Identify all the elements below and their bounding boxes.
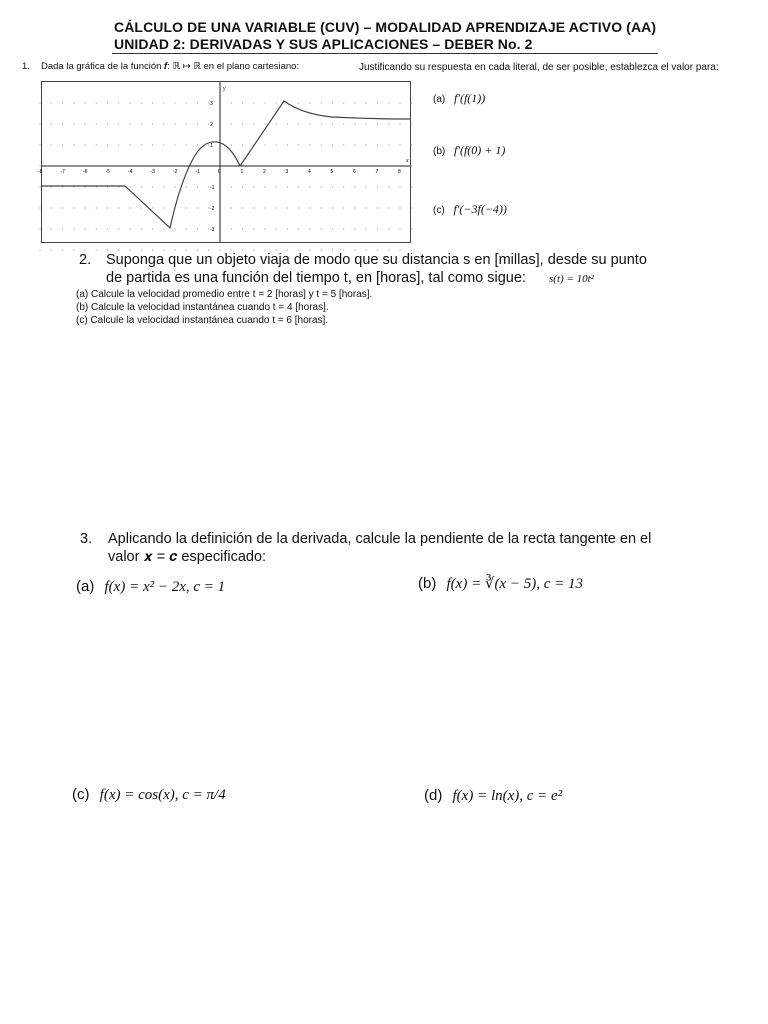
grid-dot — [107, 228, 108, 229]
grid-dot — [276, 186, 277, 187]
grid-dot — [51, 102, 52, 103]
q1-item-b-label: (b) — [433, 146, 446, 157]
grid-dot — [84, 228, 85, 229]
grid-dot — [264, 123, 265, 124]
grid-dot — [152, 144, 153, 145]
grid-dot — [197, 102, 198, 103]
grid-dot — [152, 123, 153, 124]
y-tick-label: 3 — [210, 101, 213, 107]
q3-item-d-label: (d) — [424, 787, 443, 804]
grid-dot — [62, 102, 63, 103]
grid-dot — [332, 249, 333, 250]
x-tick-label: 2 — [263, 169, 266, 175]
q3-line2: valor 𝒙 = 𝒄 especificado: — [108, 549, 267, 565]
x-tick-label: -7 — [60, 169, 65, 175]
grid-dot — [377, 123, 378, 124]
grid-dot — [287, 249, 288, 250]
grid-dot — [253, 186, 254, 187]
grid-dot — [51, 207, 52, 208]
grid-dot — [231, 207, 232, 208]
grid-dot — [62, 249, 63, 250]
x-tick-label: -3 — [150, 169, 155, 175]
grid-dot — [197, 144, 198, 145]
grid-dot — [96, 249, 97, 250]
grid-dot — [366, 186, 367, 187]
grid-dot — [84, 123, 85, 124]
grid-dot — [39, 249, 40, 250]
grid-dot — [377, 228, 378, 229]
grid-dot — [264, 144, 265, 145]
grid-dot — [186, 123, 187, 124]
x-tick-label: -2 — [173, 169, 178, 175]
x-tick-label: 8 — [398, 169, 401, 175]
grid-dot — [411, 165, 412, 166]
grid-dot — [264, 102, 265, 103]
grid-dot — [129, 207, 130, 208]
q3-number: 3. — [80, 531, 93, 547]
grid-dot — [309, 144, 310, 145]
grid-dot — [242, 186, 243, 187]
grid-dot — [399, 207, 400, 208]
grid-dot — [388, 228, 389, 229]
grid-dot — [354, 228, 355, 229]
q1-item-a — [433, 91, 485, 106]
grid-dot — [163, 207, 164, 208]
grid-dot — [96, 123, 97, 124]
grid-dot — [62, 228, 63, 229]
grid-dot — [141, 102, 142, 103]
grid-dot — [298, 228, 299, 229]
grid-dot — [332, 207, 333, 208]
grid-dot — [84, 102, 85, 103]
grid-dot — [399, 123, 400, 124]
q2-formula: s(t) = 10t² — [549, 273, 594, 285]
q3-item-d-expr: f(x) = ln(x), c = e² — [452, 788, 563, 804]
x-tick-label: -4 — [128, 169, 133, 175]
grid-dot — [366, 102, 367, 103]
grid-dot — [242, 249, 243, 250]
grid-dot — [96, 144, 97, 145]
q3-item-a — [76, 578, 225, 596]
grid-dot — [73, 207, 74, 208]
grid-dot — [231, 102, 232, 103]
grid-dot — [163, 228, 164, 229]
grid-dot — [321, 249, 322, 250]
grid-dot — [129, 102, 130, 103]
x-tick-label: -1 — [195, 169, 200, 175]
q1-prompt: Dada la gráfica de la función 𝒇: ℝ ↦ ℝ en el plano cartesiano: — [41, 61, 300, 72]
grid-dot — [62, 123, 63, 124]
grid-dot — [377, 144, 378, 145]
grid-dot — [411, 144, 412, 145]
q1-item-c-expr: f′(−3f(−4)) — [453, 202, 507, 216]
q3-item-b-expr: f(x) = ∛(x − 5), c = 13 — [446, 576, 584, 592]
function-graph — [38, 81, 411, 243]
q2-line2: de partida es una función del tiempo t, en [horas], tal como sigue: — [106, 270, 526, 286]
grid-dot — [242, 102, 243, 103]
grid-dot — [73, 123, 74, 124]
grid-dot — [377, 249, 378, 250]
grid-dot — [264, 186, 265, 187]
grid-dot — [118, 123, 119, 124]
y-tick-label: 2 — [210, 122, 213, 128]
grid-dot — [152, 186, 153, 187]
y-tick-label: -3 — [210, 227, 215, 233]
grid-dot — [39, 207, 40, 208]
q3-item-c-expr: f(x) = cos(x), c = π/4 — [99, 787, 226, 803]
grid-dot — [141, 186, 142, 187]
grid-dot — [321, 123, 322, 124]
grid-dot — [96, 207, 97, 208]
grid-dot — [129, 186, 130, 187]
x-tick-label: 3 — [285, 169, 289, 175]
q3-item-d — [424, 787, 562, 805]
grid-dot — [163, 144, 164, 145]
x-tick-label: 7 — [375, 169, 379, 175]
grid-dot — [208, 249, 209, 250]
grid-dot — [39, 165, 40, 166]
grid-dot — [377, 207, 378, 208]
grid-dot — [377, 102, 378, 103]
grid-dot — [411, 123, 412, 124]
function-curve — [42, 101, 410, 228]
q3-item-b-label: (b) — [418, 575, 437, 592]
grid-dot — [411, 207, 412, 208]
grid-dot — [411, 186, 412, 187]
grid-dot — [84, 144, 85, 145]
grid-dot — [343, 144, 344, 145]
grid-dot — [411, 102, 412, 103]
grid-dot — [39, 123, 40, 124]
grid-dot — [399, 249, 400, 250]
grid-dot — [253, 249, 254, 250]
grid-dot — [62, 144, 63, 145]
grid-dot — [276, 144, 277, 145]
x-tick-label: 5 — [330, 169, 334, 175]
x-tick-label: 4 — [308, 169, 311, 175]
grid-dot — [298, 123, 299, 124]
grid-dot — [141, 207, 142, 208]
grid-dot — [287, 186, 288, 187]
grid-dot — [197, 186, 198, 187]
grid-dot — [152, 207, 153, 208]
grid-dot — [366, 249, 367, 250]
grid-dot — [118, 228, 119, 229]
grid-dot — [354, 144, 355, 145]
q3-item-a-expr: f(x) = x² − 2x, c = 1 — [104, 579, 226, 595]
grid-dot — [276, 228, 277, 229]
grid-dot — [118, 144, 119, 145]
grid-dot — [276, 249, 277, 250]
grid-dot — [253, 228, 254, 229]
q1-item-c-label: (c) — [433, 205, 445, 216]
grid-dot — [366, 123, 367, 124]
grid-dot — [377, 186, 378, 187]
header-rule — [112, 53, 658, 54]
grid-dot — [276, 102, 277, 103]
grid-dot — [62, 207, 63, 208]
grid-dot — [321, 207, 322, 208]
grid-dot — [287, 207, 288, 208]
grid-dot — [107, 102, 108, 103]
grid-dot — [309, 228, 310, 229]
grid-dot — [354, 249, 355, 250]
grid-dot — [298, 207, 299, 208]
grid-dot — [388, 186, 389, 187]
grid-dot — [287, 228, 288, 229]
y-tick-label: -2 — [210, 206, 215, 212]
grid-dot — [354, 123, 355, 124]
grid-dot — [186, 228, 187, 229]
grid-dot — [366, 228, 367, 229]
grid-dot — [174, 144, 175, 145]
grid-dot — [343, 249, 344, 250]
grid-dot — [141, 228, 142, 229]
y-tick-label: -1 — [210, 185, 215, 191]
grid-dot — [231, 144, 232, 145]
q3-item-c-label: (c) — [72, 786, 90, 803]
q3-item-b — [418, 574, 583, 593]
q1-item-b-expr: f′(f(0) + 1) — [454, 143, 506, 157]
grid-dot — [186, 249, 187, 250]
grid-dot — [73, 102, 74, 103]
q2-item-c: (c) Calcule la velocidad instantánea cuando t = 6 [horas]. — [76, 315, 329, 326]
q2-line1: Suponga que un objeto viaja de modo que su distancia s en [millas], desde su punto — [106, 252, 647, 268]
grid-dot — [118, 207, 119, 208]
grid-dot — [231, 123, 232, 124]
x-tick-label: -5 — [105, 169, 110, 175]
grid-dot — [343, 102, 344, 103]
q3-line1: Aplicando la definición de la derivada, calcule la pendiente de la recta tangente en el — [108, 531, 652, 547]
grid-dot — [332, 144, 333, 145]
y-axis-label: y — [223, 86, 226, 92]
grid-dot — [107, 123, 108, 124]
grid-dot — [186, 102, 187, 103]
grid-dot — [39, 102, 40, 103]
grid-dot — [39, 228, 40, 229]
q2-number: 2. — [79, 252, 92, 268]
grid-dot — [107, 249, 108, 250]
grid-dot — [309, 249, 310, 250]
grid-dot — [321, 186, 322, 187]
grid-dot — [332, 102, 333, 103]
grid-dot — [399, 228, 400, 229]
grid-dot — [298, 186, 299, 187]
q1-item-c — [433, 202, 507, 217]
q2-item-a: (a) Calcule la velocidad promedio entre t = 2 [horas] y t = 5 [horas]. — [76, 289, 373, 300]
x-axis-label: x — [406, 158, 409, 164]
grid-dot — [51, 249, 52, 250]
q1-item-b — [433, 143, 505, 158]
grid-dot — [343, 207, 344, 208]
x-tick-label: -8 — [38, 169, 43, 175]
grid-dot — [174, 186, 175, 187]
grid-dot — [298, 249, 299, 250]
grid-dot — [276, 123, 277, 124]
grid-dot — [39, 144, 40, 145]
grid-dot — [309, 123, 310, 124]
grid-dot — [84, 207, 85, 208]
grid-dot — [118, 102, 119, 103]
grid-dot — [129, 123, 130, 124]
grid-dot — [388, 249, 389, 250]
grid-dot — [253, 207, 254, 208]
grid-dot — [73, 249, 74, 250]
grid-dot — [276, 207, 277, 208]
grid-dot — [332, 228, 333, 229]
grid-dot — [321, 144, 322, 145]
grid-dot — [51, 123, 52, 124]
grid-dot — [411, 249, 412, 250]
graph-canvas — [38, 82, 410, 242]
q1-item-a-label: (a) — [433, 94, 446, 105]
grid-dot — [186, 144, 187, 145]
grid-dot — [174, 102, 175, 103]
grid-dots — [39, 102, 411, 250]
grid-dot — [141, 123, 142, 124]
grid-dot — [96, 102, 97, 103]
x-tick-label: 1 — [240, 169, 244, 175]
grid-dot — [141, 144, 142, 145]
grid-dot — [242, 207, 243, 208]
grid-dot — [264, 249, 265, 250]
grid-dot — [343, 186, 344, 187]
grid-dot — [163, 249, 164, 250]
grid-dot — [321, 102, 322, 103]
grid-dot — [73, 144, 74, 145]
grid-dot — [141, 249, 142, 250]
grid-dot — [129, 249, 130, 250]
grid-dot — [163, 102, 164, 103]
grid-dot — [332, 186, 333, 187]
grid-dot — [354, 207, 355, 208]
grid-dot — [298, 102, 299, 103]
y-tick-label: 1 — [210, 143, 213, 149]
x-tick-labels — [38, 169, 401, 175]
grid-dot — [298, 144, 299, 145]
grid-dot — [287, 123, 288, 124]
grid-dot — [264, 228, 265, 229]
grid-dot — [253, 123, 254, 124]
grid-dot — [309, 207, 310, 208]
grid-dot — [163, 186, 164, 187]
header-subtitle: UNIDAD 2: DERIVADAS Y SUS APLICACIONES – DEBER No. 2 — [114, 36, 533, 52]
grid-dot — [321, 228, 322, 229]
grid-dot — [287, 144, 288, 145]
grid-dot — [152, 249, 153, 250]
grid-dot — [107, 207, 108, 208]
grid-dot — [399, 102, 400, 103]
grid-dot — [129, 144, 130, 145]
grid-dot — [39, 186, 40, 187]
grid-dot — [411, 228, 412, 229]
y-tick-labels — [210, 101, 215, 233]
grid-dot — [388, 207, 389, 208]
grid-dot — [197, 249, 198, 250]
grid-dot — [118, 249, 119, 250]
grid-dot — [231, 186, 232, 187]
grid-dot — [163, 123, 164, 124]
grid-dot — [309, 186, 310, 187]
grid-dot — [309, 102, 310, 103]
header-title: CÁLCULO DE UNA VARIABLE (CUV) – MODALIDAD APRENDIZAJE ACTIVO (AA) — [114, 19, 657, 35]
grid-dot — [186, 186, 187, 187]
q2-item-b: (b) Calcule la velocidad instantánea cuando t = 4 [horas]. — [76, 302, 329, 313]
grid-dot — [354, 186, 355, 187]
grid-dot — [231, 249, 232, 250]
grid-dot — [242, 228, 243, 229]
grid-dot — [51, 144, 52, 145]
grid-dot — [242, 144, 243, 145]
grid-dot — [197, 207, 198, 208]
q1-number: 1. — [22, 61, 30, 72]
q3-item-a-label: (a) — [76, 578, 95, 595]
grid-dot — [366, 207, 367, 208]
grid-dot — [152, 102, 153, 103]
grid-dot — [399, 186, 400, 187]
grid-dot — [129, 228, 130, 229]
grid-dot — [197, 123, 198, 124]
grid-dot — [174, 228, 175, 229]
grid-dot — [388, 123, 389, 124]
grid-dot — [231, 228, 232, 229]
x-tick-label: 6 — [353, 169, 356, 175]
grid-dot — [366, 144, 367, 145]
grid-dot — [388, 144, 389, 145]
grid-dot — [242, 123, 243, 124]
x-tick-label: 0 — [218, 169, 221, 175]
grid-dot — [186, 207, 187, 208]
grid-dot — [219, 249, 220, 250]
grid-dot — [107, 144, 108, 145]
grid-dot — [197, 228, 198, 229]
q1-item-a-expr: f′(f(1)) — [454, 91, 486, 105]
grid-dot — [354, 102, 355, 103]
grid-dot — [96, 228, 97, 229]
grid-dot — [174, 123, 175, 124]
grid-dot — [253, 102, 254, 103]
grid-dot — [73, 228, 74, 229]
grid-dot — [388, 102, 389, 103]
grid-dot — [174, 249, 175, 250]
grid-dot — [399, 144, 400, 145]
q1-instruction: Justificando su respuesta en cada literal, de ser posible, establezca el valor para: — [359, 62, 719, 73]
x-tick-label: -6 — [83, 169, 88, 175]
grid-dot — [343, 123, 344, 124]
grid-dot — [152, 228, 153, 229]
q3-item-c — [72, 786, 226, 804]
grid-dot — [84, 249, 85, 250]
grid-dot — [343, 228, 344, 229]
grid-dot — [264, 207, 265, 208]
grid-dot — [51, 228, 52, 229]
grid-dot — [332, 123, 333, 124]
